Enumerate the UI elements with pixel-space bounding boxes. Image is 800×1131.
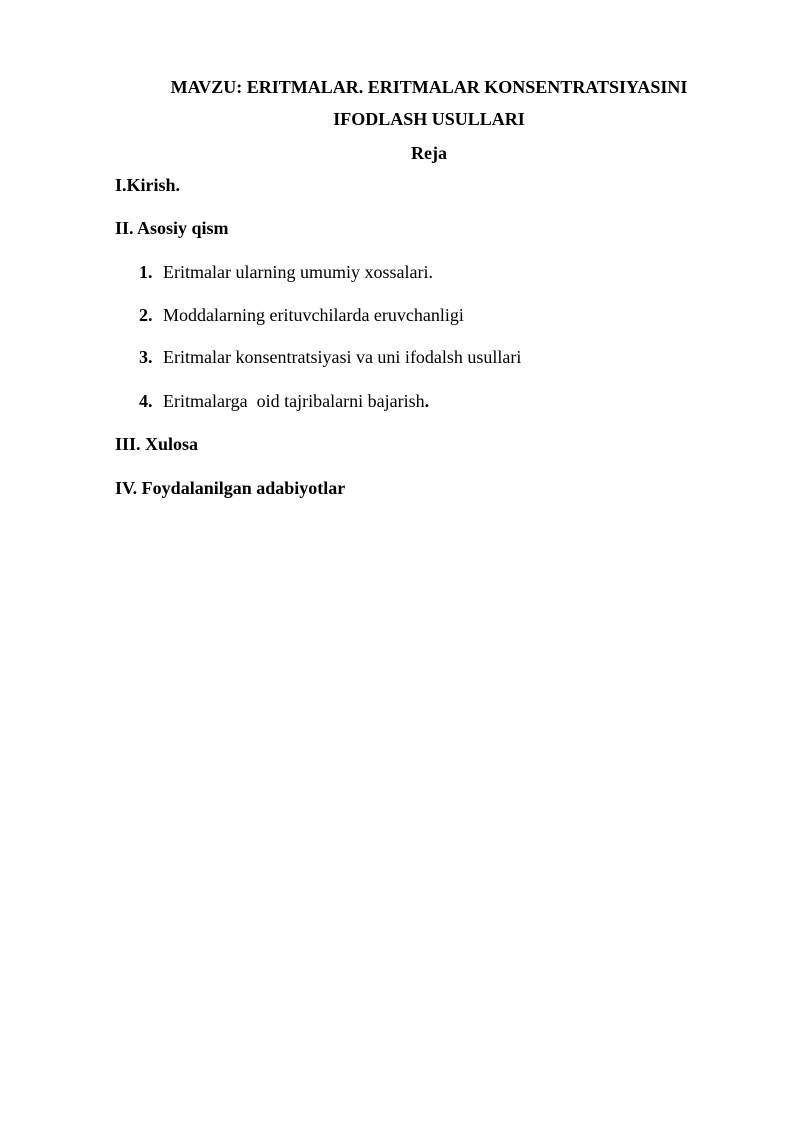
list-item-text: Eritmalarga oid tajribalarni bajarish bbox=[163, 391, 425, 411]
list-item-trailing-period: . bbox=[424, 391, 430, 411]
document-title-line-1: MAVZU: ERITMALAR. ERITMALAR KONSENTRATSIYASINI bbox=[170, 77, 688, 97]
section-conclusion: III. Xulosa bbox=[115, 434, 199, 454]
list-item bbox=[139, 305, 464, 326]
list-item-number: 2. bbox=[139, 305, 153, 325]
plan-heading: Reja bbox=[411, 143, 447, 163]
list-item-text: Moddalarning erituvchilarda eruvchanligi bbox=[163, 305, 464, 325]
list-item bbox=[139, 347, 521, 368]
section-references: IV. Foydalanilgan adabiyotlar bbox=[115, 478, 346, 498]
section-introduction: I.Kirish. bbox=[115, 175, 181, 195]
list-item bbox=[139, 262, 433, 283]
list-item-number: 4. bbox=[139, 391, 153, 411]
list-item-text: Eritmalar konsentratsiyasi va uni ifodalsh usullari bbox=[163, 347, 522, 367]
list-item-number: 3. bbox=[139, 347, 153, 367]
list-item bbox=[139, 391, 429, 412]
section-main-part: II. Asosiy qism bbox=[115, 218, 229, 238]
list-item-text: Eritmalar ularning umumiy xossalari. bbox=[163, 262, 433, 282]
document-title-line-2: IFODLASH USULLARI bbox=[333, 109, 525, 129]
list-item-number: 1. bbox=[139, 262, 153, 282]
